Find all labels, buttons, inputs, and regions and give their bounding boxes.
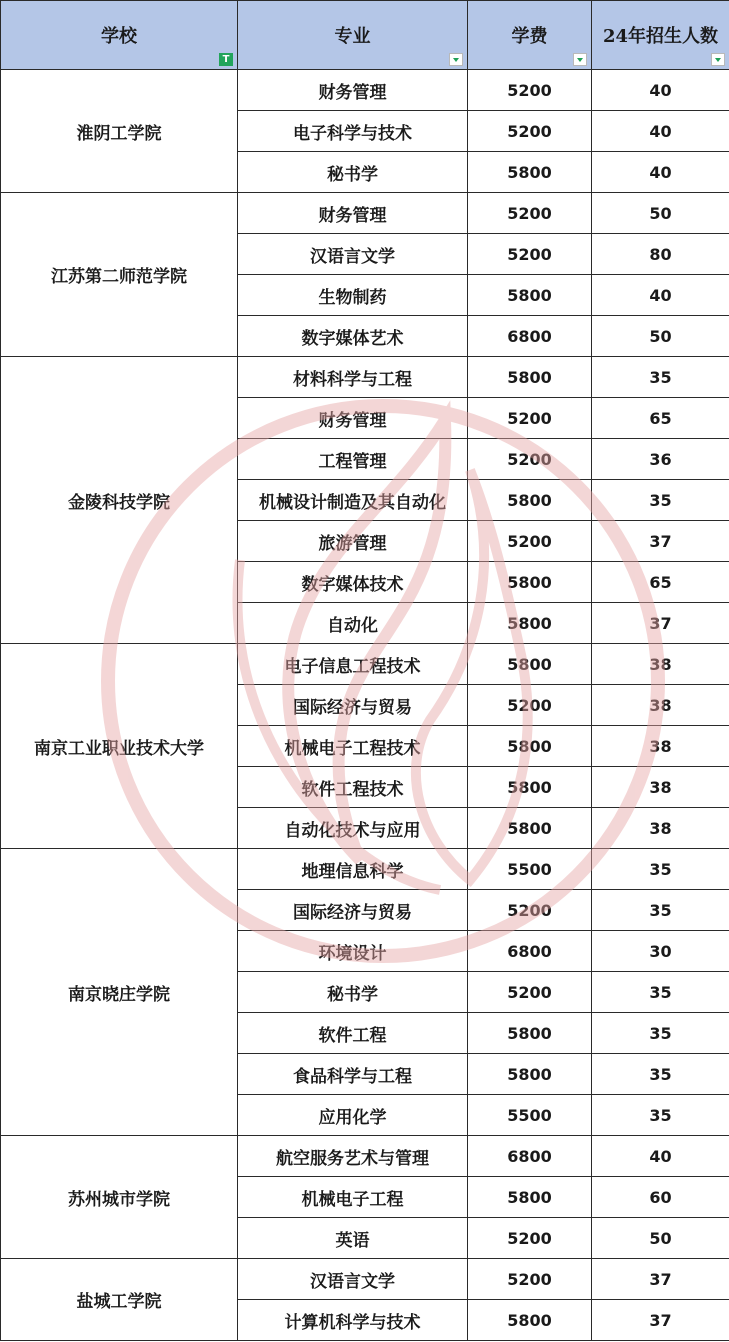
- header-major-label: 专业: [334, 26, 371, 47]
- cell-major[interactable]: 自动化: [238, 603, 468, 644]
- header-row: [1, 1, 729, 70]
- cell-enroll[interactable]: 38: [592, 644, 729, 685]
- cell-fee[interactable]: 5200: [468, 193, 592, 234]
- cell-major[interactable]: 软件工程技术: [238, 767, 468, 808]
- cell-enroll[interactable]: 80: [592, 234, 729, 275]
- header-fee-label: 学费: [511, 26, 548, 47]
- cell-enroll[interactable]: 40: [592, 275, 729, 316]
- cell-major[interactable]: 数字媒体技术: [238, 562, 468, 603]
- header-school[interactable]: [1, 1, 238, 70]
- cell-fee[interactable]: 5800: [468, 808, 592, 849]
- cell-enroll[interactable]: 35: [592, 890, 729, 931]
- cell-fee[interactable]: 5200: [468, 521, 592, 562]
- cell-fee[interactable]: 5200: [468, 685, 592, 726]
- dropdown-arrow-icon[interactable]: [711, 53, 725, 66]
- cell-enroll[interactable]: 38: [592, 767, 729, 808]
- cell-enroll[interactable]: 65: [592, 398, 729, 439]
- cell-fee[interactable]: 5200: [468, 972, 592, 1013]
- cell-fee[interactable]: 5500: [468, 1095, 592, 1136]
- table-row: [1, 1136, 729, 1177]
- cell-fee[interactable]: 5200: [468, 398, 592, 439]
- cell-school[interactable]: 苏州城市学院: [1, 1136, 238, 1259]
- filter-active-icon[interactable]: T: [219, 53, 233, 66]
- cell-fee[interactable]: 5800: [468, 357, 592, 398]
- cell-enroll[interactable]: 37: [592, 1259, 729, 1300]
- cell-enroll[interactable]: 35: [592, 1054, 729, 1095]
- cell-major[interactable]: 生物制药: [238, 275, 468, 316]
- header-fee[interactable]: [468, 1, 592, 70]
- table-row: [1, 193, 729, 234]
- cell-major[interactable]: 旅游管理: [238, 521, 468, 562]
- cell-fee[interactable]: 5800: [468, 767, 592, 808]
- cell-enroll[interactable]: 35: [592, 1095, 729, 1136]
- cell-major[interactable]: 财务管理: [238, 193, 468, 234]
- cell-enroll[interactable]: 35: [592, 480, 729, 521]
- cell-fee[interactable]: 5800: [468, 480, 592, 521]
- cell-enroll[interactable]: 35: [592, 849, 729, 890]
- cell-fee[interactable]: 5200: [468, 234, 592, 275]
- cell-enroll[interactable]: 50: [592, 193, 729, 234]
- cell-school[interactable]: 南京晓庄学院: [1, 849, 238, 1136]
- cell-major[interactable]: 环境设计: [238, 931, 468, 972]
- cell-fee[interactable]: 6800: [468, 1136, 592, 1177]
- cell-enroll[interactable]: 36: [592, 439, 729, 480]
- cell-fee[interactable]: 5200: [468, 890, 592, 931]
- cell-major[interactable]: 财务管理: [238, 398, 468, 439]
- cell-fee[interactable]: 5800: [468, 1177, 592, 1218]
- cell-enroll[interactable]: 65: [592, 562, 729, 603]
- cell-major[interactable]: 国际经济与贸易: [238, 890, 468, 931]
- header-school-label: 学校: [101, 26, 137, 47]
- cell-fee[interactable]: 5800: [468, 1013, 592, 1054]
- cell-fee[interactable]: 5800: [468, 644, 592, 685]
- cell-enroll[interactable]: 38: [592, 808, 729, 849]
- cell-major[interactable]: 电子科学与技术: [238, 111, 468, 152]
- cell-major[interactable]: 工程管理: [238, 439, 468, 480]
- header-enroll-label: 24年招生人数: [602, 26, 719, 47]
- table-row: [1, 70, 729, 111]
- cell-fee[interactable]: 5800: [468, 1300, 592, 1341]
- cell-enroll[interactable]: 38: [592, 726, 729, 767]
- cell-enroll[interactable]: 60: [592, 1177, 729, 1218]
- cell-major[interactable]: 电子信息工程技术: [238, 644, 468, 685]
- table-row: [1, 1259, 729, 1300]
- cell-major[interactable]: 机械电子工程: [238, 1177, 468, 1218]
- cell-enroll[interactable]: 40: [592, 152, 729, 193]
- cell-enroll[interactable]: 40: [592, 1136, 729, 1177]
- cell-school[interactable]: 淮阴工学院: [1, 70, 238, 193]
- table-body: [1, 70, 729, 1341]
- table-row: [1, 357, 729, 398]
- cell-major[interactable]: 机械设计制造及其自动化: [238, 480, 468, 521]
- cell-enroll[interactable]: 37: [592, 603, 729, 644]
- cell-major[interactable]: 应用化学: [238, 1095, 468, 1136]
- cell-major[interactable]: 机械电子工程技术: [238, 726, 468, 767]
- dropdown-arrow-icon[interactable]: [573, 53, 587, 66]
- cell-fee[interactable]: 5800: [468, 726, 592, 767]
- cell-major[interactable]: 数字媒体艺术: [238, 316, 468, 357]
- cell-enroll[interactable]: 50: [592, 316, 729, 357]
- cell-major[interactable]: 秘书学: [238, 152, 468, 193]
- cell-major[interactable]: 财务管理: [238, 70, 468, 111]
- cell-fee[interactable]: 6800: [468, 931, 592, 972]
- header-enroll[interactable]: [592, 1, 729, 70]
- cell-major[interactable]: 计算机科学与技术: [238, 1300, 468, 1341]
- cell-major[interactable]: 食品科学与工程: [238, 1054, 468, 1095]
- cell-enroll[interactable]: 40: [592, 70, 729, 111]
- cell-major[interactable]: 自动化技术与应用: [238, 808, 468, 849]
- cell-school[interactable]: 金陵科技学院: [1, 357, 238, 644]
- cell-school[interactable]: 盐城工学院: [1, 1259, 238, 1341]
- cell-fee[interactable]: 5500: [468, 849, 592, 890]
- cell-major[interactable]: 秘书学: [238, 972, 468, 1013]
- cell-fee[interactable]: 5200: [468, 70, 592, 111]
- header-major[interactable]: [238, 1, 468, 70]
- cell-enroll[interactable]: 50: [592, 1218, 729, 1259]
- cell-enroll[interactable]: 37: [592, 1300, 729, 1341]
- table-row: [1, 644, 729, 685]
- cell-fee[interactable]: 5200: [468, 439, 592, 480]
- cell-major[interactable]: 汉语言文学: [238, 1259, 468, 1300]
- cell-fee[interactable]: 5800: [468, 1054, 592, 1095]
- cell-fee[interactable]: 5200: [468, 1218, 592, 1259]
- cell-school[interactable]: 江苏第二师范学院: [1, 193, 238, 357]
- cell-enroll[interactable]: 35: [592, 972, 729, 1013]
- cell-major[interactable]: 地理信息科学: [238, 849, 468, 890]
- cell-fee[interactable]: 6800: [468, 316, 592, 357]
- table-row: [1, 849, 729, 890]
- cell-fee[interactable]: 5800: [468, 275, 592, 316]
- cell-major[interactable]: 航空服务艺术与管理: [238, 1136, 468, 1177]
- cell-enroll[interactable]: 35: [592, 357, 729, 398]
- cell-major[interactable]: 材料科学与工程: [238, 357, 468, 398]
- cell-fee[interactable]: 5200: [468, 1259, 592, 1300]
- cell-school[interactable]: 南京工业职业技术大学: [1, 644, 238, 849]
- cell-fee[interactable]: 5800: [468, 152, 592, 193]
- cell-enroll[interactable]: 40: [592, 111, 729, 152]
- cell-enroll[interactable]: 30: [592, 931, 729, 972]
- cell-fee[interactable]: 5800: [468, 562, 592, 603]
- cell-enroll[interactable]: 37: [592, 521, 729, 562]
- cell-major[interactable]: 英语: [238, 1218, 468, 1259]
- cell-enroll[interactable]: 38: [592, 685, 729, 726]
- cell-enroll[interactable]: 35: [592, 1013, 729, 1054]
- cell-fee[interactable]: 5200: [468, 111, 592, 152]
- cell-fee[interactable]: 5800: [468, 603, 592, 644]
- cell-major[interactable]: 汉语言文学: [238, 234, 468, 275]
- cell-major[interactable]: 国际经济与贸易: [238, 685, 468, 726]
- dropdown-arrow-icon[interactable]: [449, 53, 463, 66]
- cell-major[interactable]: 软件工程: [238, 1013, 468, 1054]
